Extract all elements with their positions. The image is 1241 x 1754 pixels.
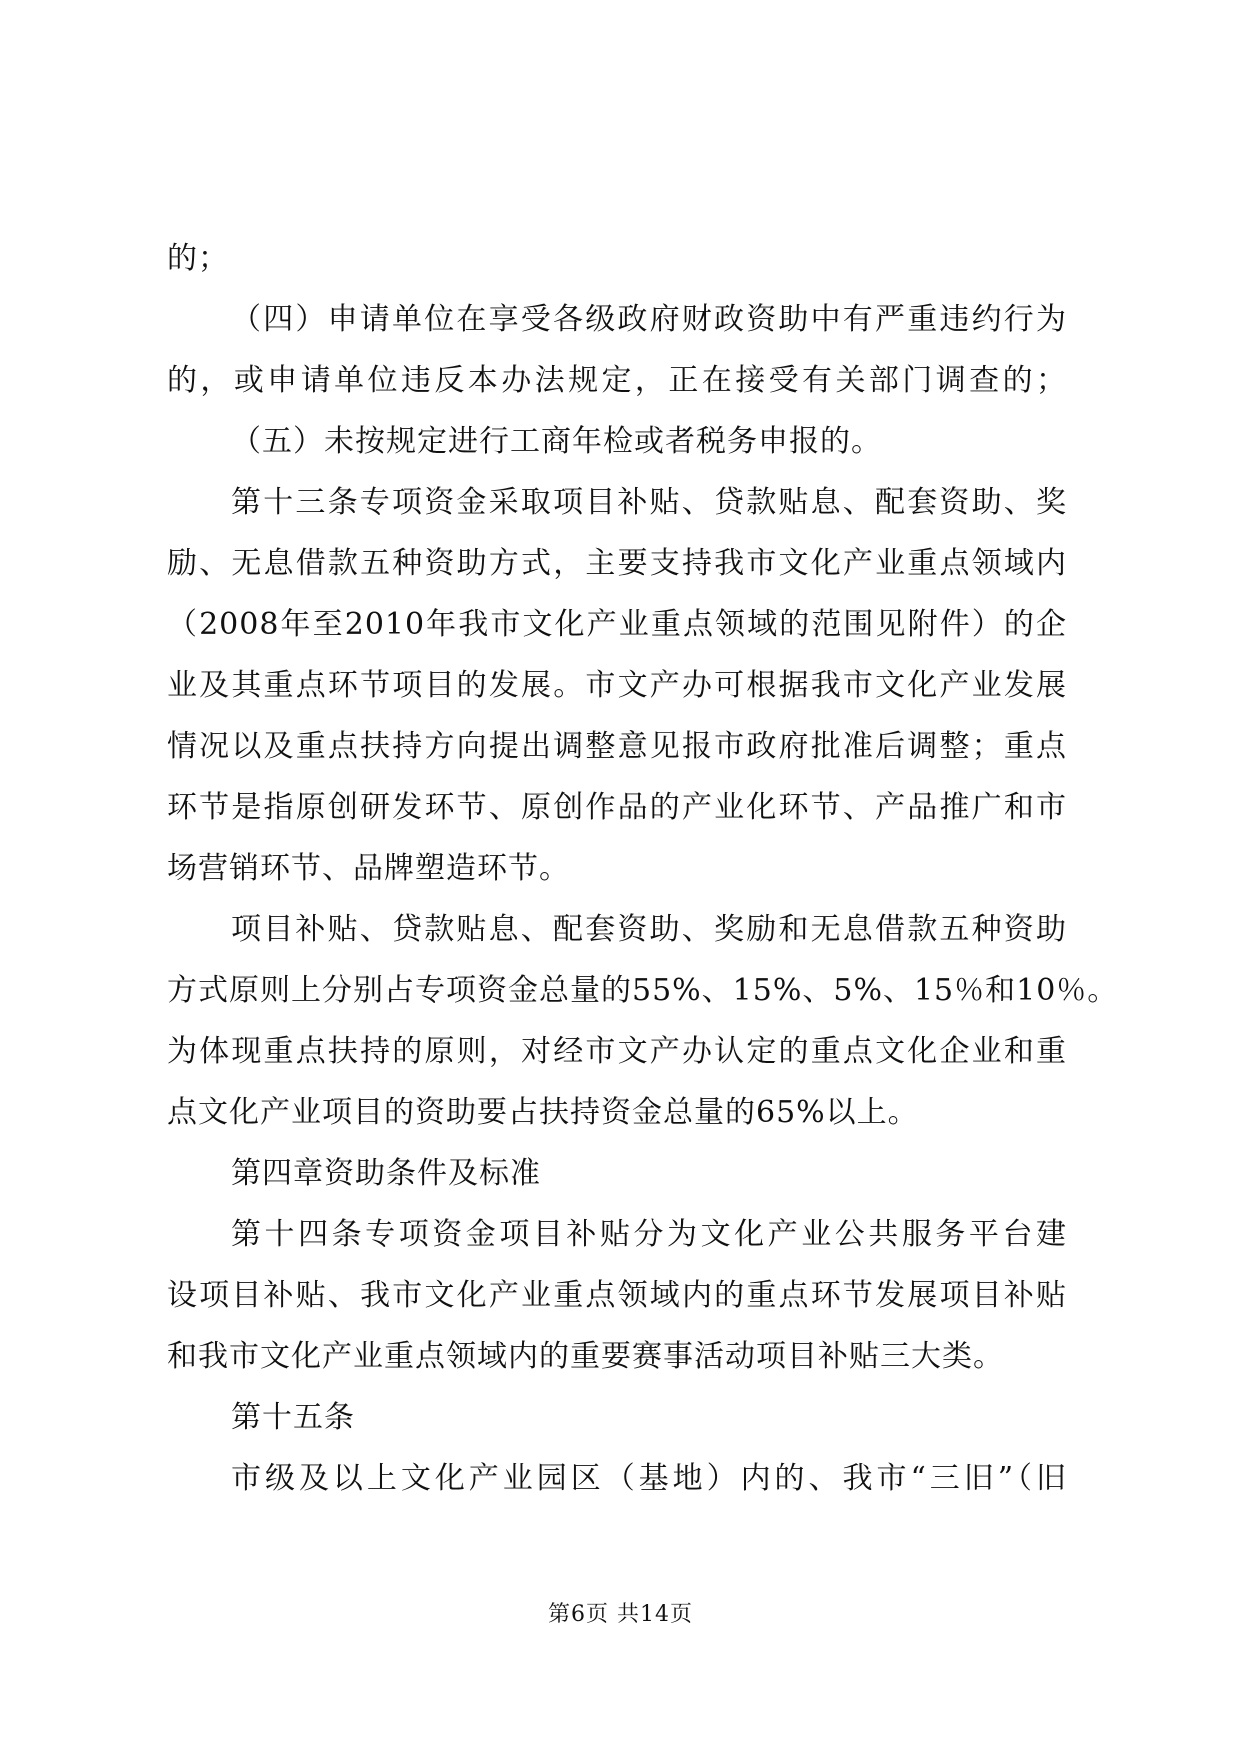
text-line: 的，或申请单位违反本办法规定，正在接受有关部门调查的； — [167, 363, 1067, 398]
text-line: 和我市文化产业重点领域内的重要赛事活动项目补贴三大类。 — [167, 1339, 1004, 1374]
text-line: 第十四条专项资金项目补贴分为文化产业公共服务平台建 — [231, 1217, 1067, 1252]
text-line: （四）申请单位在享受各级政府财政资助中有严重违约行为 — [231, 302, 1067, 337]
text-line: 项目补贴、贷款贴息、配套资助、奖励和无息借款五种资助 — [231, 912, 1067, 947]
text-line: 环节是指原创研发环节、原创作品的产业化环节、产品推广和市 — [167, 790, 1067, 825]
section-heading: 第四章资助条件及标准 — [231, 1156, 541, 1191]
text-line: 方式原则上分别占专项资金总量的55%、15%、5%、15％和10％。 — [167, 973, 1119, 1008]
text-line: 点文化产业项目的资助要占扶持资金总量的65%以上。 — [167, 1095, 919, 1130]
document-body — [167, 228, 1119, 1509]
text-line: 的； — [167, 241, 229, 276]
text-line: （五）未按规定进行工商年检或者税务申报的。 — [231, 424, 882, 459]
text-line: （2008年至2010年我市文化产业重点领域的范围见附件）的企 — [167, 607, 1067, 642]
text-line: 励、无息借款五种资助方式，主要支持我市文化产业重点领域内 — [167, 546, 1067, 581]
text-line: 市级及以上文化产业园区（基地）内的、我市“三旧”（旧 — [231, 1461, 1067, 1496]
text-line: 为体现重点扶持的原则，对经市文产办认定的重点文化企业和重 — [167, 1034, 1067, 1069]
text-line: 第十三条专项资金采取项目补贴、贷款贴息、配套资助、奖 — [231, 485, 1067, 520]
text-line: 业及其重点环节项目的发展。市文产办可根据我市文化产业发展 — [167, 668, 1067, 703]
text-line: 设项目补贴、我市文化产业重点领域内的重点环节发展项目补贴 — [167, 1278, 1067, 1313]
page-footer — [0, 1600, 1241, 1630]
text-line: 情况以及重点扶持方向提出调整意见报市政府批准后调整；重点 — [167, 729, 1067, 764]
page-number-label: 第6页 共14页 — [548, 1602, 693, 1627]
text-line: 场营销环节、品牌塑造环节。 — [167, 851, 570, 886]
article-heading: 第十五条 — [231, 1400, 355, 1435]
